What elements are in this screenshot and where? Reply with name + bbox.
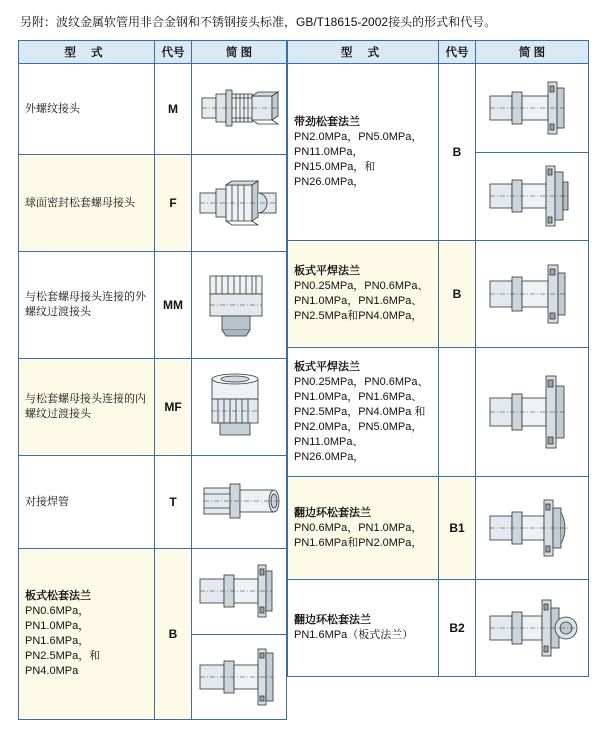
row-type-plate-flat-weld-2 bbox=[288, 348, 439, 477]
row-type-label: 翻边环松套法兰 bbox=[294, 506, 371, 519]
row-type-f: 球面密封松套螺母接头 bbox=[19, 155, 155, 252]
table-row bbox=[19, 155, 287, 252]
figure-female-thread-transition bbox=[192, 359, 287, 456]
row-code-t: T bbox=[155, 456, 192, 549]
table-row bbox=[288, 64, 589, 153]
row-type-label: 板式平焊法兰 bbox=[294, 360, 360, 373]
row-code-mf: MF bbox=[155, 359, 192, 456]
table-row bbox=[19, 252, 287, 359]
row-code-f: F bbox=[155, 155, 192, 252]
figure-threaded-male-joint bbox=[192, 64, 287, 155]
table-row bbox=[288, 477, 589, 580]
table-row bbox=[288, 580, 589, 677]
row-type-label: 板式平焊法兰 bbox=[294, 265, 360, 277]
header-code: 代号 bbox=[439, 41, 476, 64]
figure-plate-loose-flange-b bbox=[192, 634, 287, 720]
row-type-lap-joint-b2 bbox=[288, 580, 439, 677]
table-row bbox=[19, 64, 287, 155]
row-code-ribbed: B bbox=[439, 64, 476, 241]
left-table bbox=[18, 40, 287, 720]
row-type-detail: PN1.6MPa（板式法兰） bbox=[294, 629, 414, 641]
header-type: 型 式 bbox=[19, 41, 155, 64]
figure-plate-flat-weld-flange-1 bbox=[476, 241, 589, 348]
row-code-plate-flat-weld-2 bbox=[439, 348, 476, 477]
left-table-header-row bbox=[19, 41, 287, 64]
row-type-detail: PN0.25MPa，PN0.6MPa、PN1.0MPa，PN1.6MPa、PN2.5MPa和PN4.0MPa， bbox=[294, 280, 429, 322]
header-type: 型 式 bbox=[288, 41, 439, 64]
row-type-label: 翻边环松套法兰 bbox=[294, 614, 371, 626]
figure-ribbed-loose-flange-a bbox=[476, 64, 589, 153]
header-code: 代号 bbox=[155, 41, 192, 64]
row-type-lap-joint-b1 bbox=[288, 477, 439, 580]
page-caption: 另附：波纹金属软管用非合金钢和不锈钢接头标准，GB/T18615-2002接头的形式和代号。 bbox=[20, 15, 497, 29]
table-row bbox=[19, 456, 287, 549]
table-row bbox=[288, 348, 589, 477]
row-type-t: 对接焊管 bbox=[19, 456, 155, 549]
row-type-m: 外螺纹接头 bbox=[19, 64, 155, 155]
row-code-b2: B2 bbox=[439, 580, 476, 677]
tables-container bbox=[18, 40, 582, 720]
figure-butt-weld-pipe bbox=[192, 456, 287, 549]
row-code-b-plate: B bbox=[155, 549, 192, 720]
row-type-ribbed-loose-flange bbox=[288, 64, 439, 241]
figure-lap-joint-flange-2 bbox=[476, 580, 589, 677]
row-code-m: M bbox=[155, 64, 192, 155]
header-figure: 简 图 bbox=[192, 41, 287, 64]
row-type-detail: PN0.6MPa，PN1.0MPa，PN1.6MPa，PN2.5MPa，和PN4.0MPa bbox=[25, 605, 101, 677]
row-code-plate-flat-weld-1: B bbox=[439, 241, 476, 348]
row-type-mm: 与松套螺母接头连接的外螺纹过渡接头 bbox=[19, 252, 155, 359]
row-type-b-plate-loose-flange bbox=[19, 549, 155, 720]
row-type-detail: PN2.0MPa，PN5.0MPa，PN11.0MPa，PN15.0MPa，和PN26.0MPa， bbox=[294, 130, 423, 188]
row-type-mf: 与松套螺母接头连接的内螺纹过渡接头 bbox=[19, 359, 155, 456]
figure-spherical-seal-union-nut bbox=[192, 155, 287, 252]
figure-plate-flat-weld-flange-2 bbox=[476, 348, 589, 477]
figure-male-thread-transition bbox=[192, 252, 287, 359]
row-type-plate-flat-weld-1 bbox=[288, 241, 439, 348]
row-type-detail: PN0.6MPa，PN1.0MPa，PN1.6MPa和PN2.0MPa， bbox=[294, 521, 423, 549]
row-code-mm: MM bbox=[155, 252, 192, 359]
row-type-label: 板式松套法兰 bbox=[25, 590, 91, 602]
row-type-detail: PN0.25MPa，PN0.6MPa、PN1.0MPa，PN1.6MPa、PN2.5MPa，PN4.0MPa 和PN2.0MPa，PN5.0MPa，PN11.0MPa、PN26.0MPa， bbox=[294, 375, 429, 463]
header-figure: 简 图 bbox=[476, 41, 589, 64]
right-table bbox=[287, 40, 589, 677]
right-table-header-row bbox=[288, 41, 589, 64]
figure-lap-joint-flange-1 bbox=[476, 477, 589, 580]
table-row bbox=[19, 359, 287, 456]
row-code-b1: B1 bbox=[439, 477, 476, 580]
table-row bbox=[288, 241, 589, 348]
figure-plate-loose-flange-a bbox=[192, 549, 287, 635]
table-row bbox=[19, 549, 287, 635]
row-type-label: 带劲松套法兰 bbox=[294, 115, 360, 128]
figure-ribbed-loose-flange-b bbox=[476, 152, 589, 241]
